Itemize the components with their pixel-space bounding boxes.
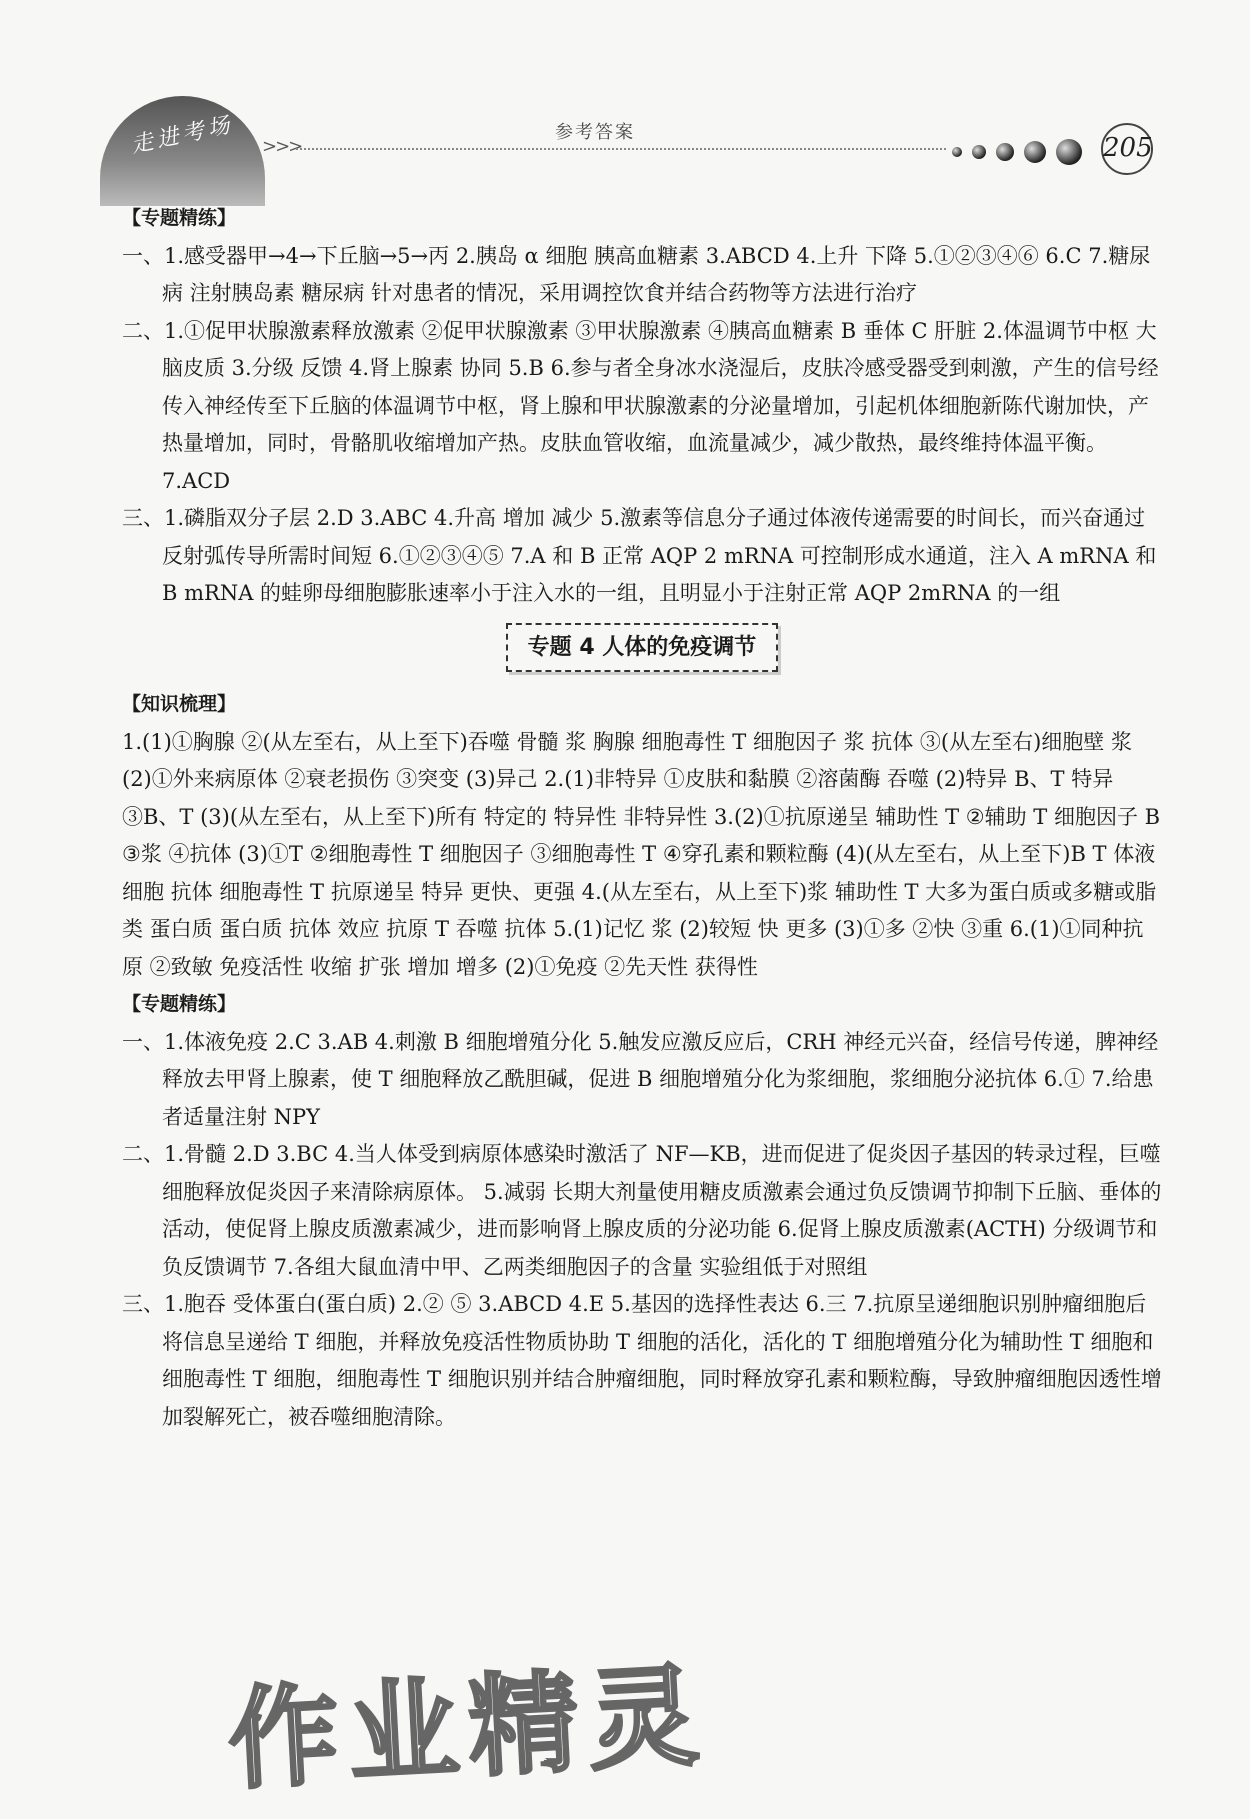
logo [100, 96, 265, 206]
topic-title-wrap [122, 623, 1162, 673]
section-heading: 【专题精练】 [122, 207, 237, 229]
answer-paragraph: 一、1.感受器甲→4→下丘脑→5→丙 2.胰岛 α 细胞 胰高血糖素 3.ABCD 4.上升 下降 5.①②③④⑥ 6.C 7.糖尿病 注射胰岛素 糖尿病 针对患者的情况，采用调控饮食并结合药物等方法进行治疗 [122, 243, 1151, 305]
section-heading: 【知识梳理】 [122, 693, 237, 715]
answer-paragraph: 一、1.体液免疫 2.C 3.AB 4.刺激 B 细胞增殖分化 5.触发应激反应后，CRH 神经元兴奋，经信号传递，脾神经释放去甲肾上腺素，使 T 细胞释放乙酰胆碱，促进 B 细胞增殖分化为浆细胞，浆细胞分泌抗体 6.① 7.给患者适量注射 NPY [122, 1029, 1159, 1129]
watermark: 作业精灵 [225, 1651, 712, 1805]
arrows-icon: >>> [262, 136, 302, 157]
page-header [0, 0, 1250, 175]
answer-paragraph: 1.(1)①胸腺 ②(从左至右，从上至下)吞噬 骨髓 浆 胸腺 细胞毒性 T 细胞因子 浆 抗体 ③(从左至右)细胞壁 浆 (2)①外来病原体 ②衰老损伤 ③突变 (3)异己 2.(1)非特异 ①皮肤和黏膜 ②溶菌酶 吞噬 (2)特异 B、T 特异 ③B、T (3)(从左至右，从上至下)所有 特定的 特异性 非特异性 3.(2)①抗原递呈 辅助性 T ②辅助 T 细胞因子 B ③浆 ④抗体 (3)①T ②细胞毒性 T 细胞因子 ③细胞毒性 T ④穿孔素和颗粒酶 (4)(从左至右，从上至下)B T 体液 细胞 抗体 细胞毒性 T 抗原递呈 特异 更快、更强 4.(从左至右，从上至下)浆 辅助性 T 大多为蛋白质或多糖或脂类 蛋白质 蛋白质 抗体 效应 抗原 T 吞噬 抗体 5.(1)记忆 浆 (2)较短 快 更多 (3)①多 ②快 ③重 6.(1)①同种抗原 ②致敏 免疫活性 收缩 扩张 增加 增多 (2)①免疫 ②先天性 获得性 [122, 729, 1161, 979]
logo-text: 走进考场 [128, 112, 236, 159]
page-number: 205 [1101, 123, 1153, 175]
topic-title: 专题 4 人体的免疫调节 [506, 623, 779, 673]
answer-paragraph: 二、1.①促甲状腺激素释放激素 ②促甲状腺激素 ③甲状腺激素 ④胰高血糖素 B 垂体 C 肝脏 2.体温调节中枢 大脑皮质 3.分级 反馈 4.肾上腺素 协同 5.B 6.参与者全身冰水浇湿后，皮肤冷感受器受到刺激，产生的信号经传入神经传至下丘脑的体温调节中枢，肾上腺和甲状腺激素的分泌量增加，引起机体细胞新陈代谢加快，产热量增加，同时，骨骼肌收缩增加产热。皮肤血管收缩，血流量减少，减少散热，最终维持体温平衡。 7.ACD [122, 318, 1159, 493]
decorative-circles-icon [952, 132, 1082, 172]
answer-paragraph: 三、1.磷脂双分子层 2.D 3.ABC 4.升高 增加 减少 5.激素等信息分子通过体液传递需要的时间长，而兴奋通过反射弧传导所需时间短 6.①②③④⑤ 7.A 和 B 正常 AQP 2 mRNA 可控制形成水通道，注入 A mRNA 和 B mRNA 的蛙卵母细胞膨胀速率小于注入水的一组，且明显小于注射正常 AQP 2mRNA 的一组 [122, 506, 1157, 605]
answer-paragraph: 二、1.骨髓 2.D 3.BC 4.当人体受到病原体感染时激活了 NF—KB，进而促进了促炎因子基因的转录过程，巨噬细胞释放促炎因子来清除病原体。 5.减弱 长期大剂量使用糖皮质激素会通过负反馈调节抑制下丘脑、垂体的活动，使促肾上腺皮质激素减少，进而影响肾上腺皮质的分泌功能 6.促肾上腺皮质激素(ACTH) 分级调节和负反馈调节 7.各组大鼠血清中甲、乙两类细胞因子的含量 实验组低于对照组 [122, 1142, 1162, 1279]
header-title: 参考答案 [555, 122, 635, 143]
answer-paragraph: 三、1.胞吞 受体蛋白(蛋白质) 2.② ⑤ 3.ABCD 4.E 5.基因的选择性表达 6.三 7.抗原呈递细胞识别肿瘤细胞后将信息呈递给 T 细胞，并释放免疫活性物质协助 T 细胞的活化，活化的 T 细胞增殖分化为辅助性 T 细胞和细胞毒性 T 细胞，细胞毒性 T 细胞识别并结合肿瘤细胞，同时释放穿孔素和颗粒酶，导致肿瘤细胞因透性增加裂解死亡，被吞噬细胞清除。 [122, 1292, 1162, 1429]
section-heading: 【专题精练】 [122, 993, 237, 1015]
answer-content [122, 200, 1162, 1436]
header-divider [296, 148, 946, 150]
